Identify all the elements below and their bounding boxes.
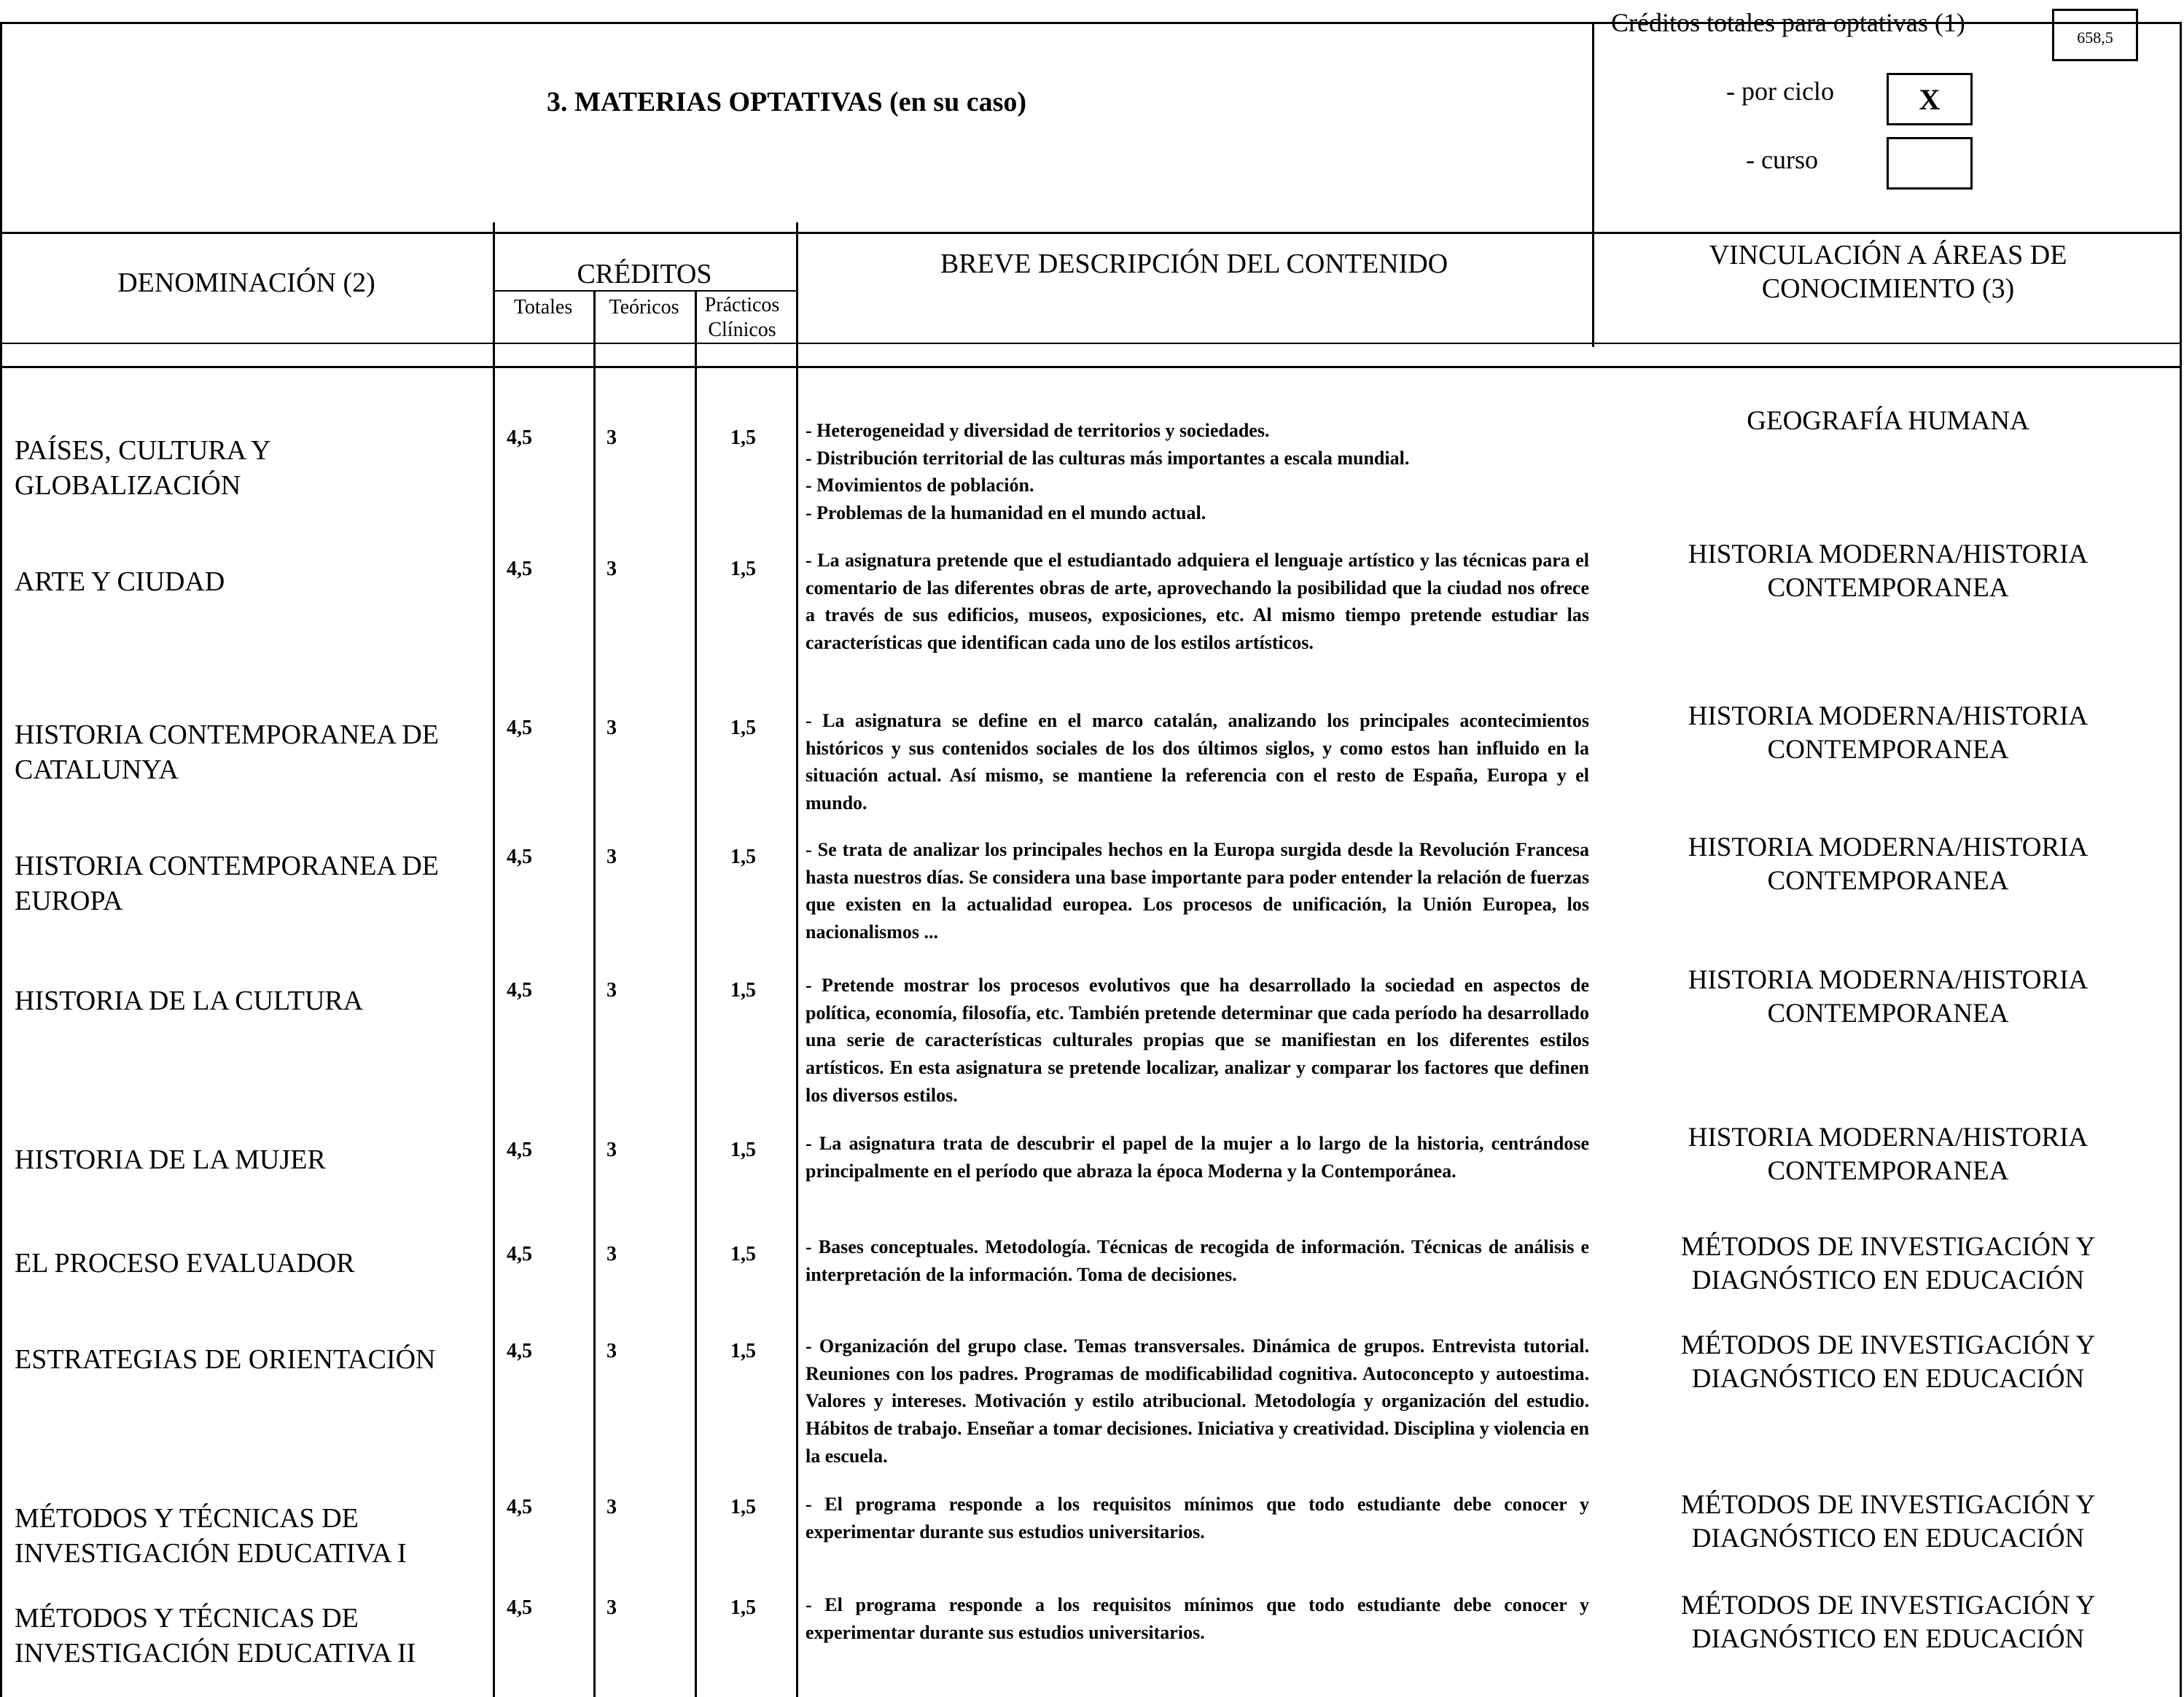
knowledge-area: MÉTODOS DE INVESTIGACIÓN Y DIAGNÓSTICO EN EDUCACIÓN	[1680, 1232, 2096, 1296]
column-header-bottom-border	[0, 366, 2182, 368]
knowledge-area: GEOGRAFÍA HUMANA	[1747, 406, 2029, 436]
col-divider-desc-right	[1592, 232, 1594, 347]
knowledge-area: HISTORIA MODERNA/HISTORIA CONTEMPORANEA	[1688, 832, 2089, 897]
credits-teoricos: 3	[607, 1139, 617, 1161]
credits-practicos: 1,5	[730, 846, 756, 868]
credits-teoricos: 3	[607, 1340, 617, 1362]
credits-totales: 4,5	[507, 1243, 532, 1265]
page-title: 3. MATERIAS OPTATIVAS (en su caso)	[547, 87, 1027, 117]
subject-name: ESTRATEGIAS DE ORIENTACIÓN	[15, 1344, 436, 1375]
credits-totales: 4,5	[507, 1596, 532, 1619]
subject-description: - Bases conceptuales. Metodología. Técnicas de recogida de información. Técnicas de análisis e interpretación de la información. Toma de decisiones.	[806, 1236, 1589, 1285]
credits-totales: 4,5	[507, 846, 532, 868]
col-divider-teoricos	[695, 292, 697, 1697]
credits-totales: 4,5	[507, 426, 532, 449]
credits-practicos: 1,5	[730, 1139, 756, 1161]
subject-description: - Se trata de analizar los principales hechos en la Europa surgida desde la Revolución Francesa hasta nuestros días. Se considera una base importante para poder entender la relación de fuerzas que existen en la actualidad europea. Los procesos de unificación, la Unión Europea, los nacionalismos ...	[806, 839, 1589, 943]
credits-value: 658,5	[2077, 28, 2113, 47]
knowledge-area: HISTORIA MODERNA/HISTORIA CONTEMPORANEA	[1688, 539, 2089, 604]
credits-practicos: 1,5	[730, 979, 756, 1002]
header-vinculacion: VINCULACIÓN A ÁREAS DE CONOCIMIENTO (3)	[1709, 240, 2067, 304]
subject-name: HISTORIA CONTEMPORANEA DE CATALUNYA	[15, 719, 440, 785]
subject-name: HISTORIA CONTEMPORANEA DE EUROPA	[15, 851, 440, 916]
credits-teoricos: 3	[607, 558, 617, 580]
credits-teoricos: 3	[607, 846, 617, 868]
curso-label: - curso	[1746, 145, 1818, 174]
header-denominacion: DENOMINACIÓN (2)	[117, 268, 375, 298]
header-bottom-border	[0, 232, 2182, 234]
credits-totales: 4,5	[507, 979, 532, 1002]
credits-practicos: 1,5	[730, 1496, 756, 1518]
credits-teoricos: 3	[607, 1596, 617, 1619]
subject-description: - Heterogeneidad y diversidad de territorios y sociedades. - Distribución territorial de las culturas más importantes a escala mundial. - Movimientos de población. - Problemas de la humanidad en el mundo actual.	[806, 420, 1410, 524]
col-divider-name	[493, 222, 495, 1697]
credits-teoricos: 3	[607, 1243, 617, 1265]
subject-name: EL PROCESO EVALUADOR	[15, 1248, 355, 1279]
knowledge-area: MÉTODOS DE INVESTIGACIÓN Y DIAGNÓSTICO EN EDUCACIÓN	[1680, 1490, 2096, 1554]
subject-description: - La asignatura pretende que el estudiantado adquiera el lenguaje artístico y las técnicas para el comentario de las diferentes obras de arte, aprovechando la posibilidad que la ciudad nos ofrece a través de sus edificios, museos, exposiciones, etc. Al mismo tiempo pretende estudiar las características que identifican cada uno de los estilos artísticos.	[806, 550, 1589, 654]
header-divider	[1592, 22, 1594, 233]
knowledge-area: MÉTODOS DE INVESTIGACIÓN Y DIAGNÓSTICO EN EDUCACIÓN	[1680, 1591, 2096, 1655]
credits-practicos: 1,5	[730, 558, 756, 580]
knowledge-area: MÉTODOS DE INVESTIGACIÓN Y DIAGNÓSTICO EN EDUCACIÓN	[1680, 1330, 2096, 1394]
col-divider-totales	[593, 292, 596, 1697]
subject-description: - La asignatura trata de descubrir el papel de la mujer a lo largo de la historia, centrándose principalmente en el período que abraza la época Moderna y la Contemporánea.	[806, 1133, 1589, 1182]
header-teoricos: Teóricos	[609, 296, 679, 319]
credits-totales: 4,5	[507, 717, 532, 739]
knowledge-area: HISTORIA MODERNA/HISTORIA CONTEMPORANEA	[1688, 965, 2089, 1029]
subject-description: - La asignatura se define en el marco catalán, analizando los principales acontecimientos históricos y sus contenidos sociales de los dos últimos siglos, y como estos han influido en la situación actual. Así mismo, se mantiene la referencia con el resto de España, Europa y el mundo.	[806, 710, 1589, 814]
por-ciclo-mark: X	[1919, 83, 1941, 116]
subject-name: MÉTODOS Y TÉCNICAS DE INVESTIGACIÓN EDUCATIVA I	[15, 1503, 407, 1569]
credits-teoricos: 3	[607, 979, 617, 1002]
credits-totales: 4,5	[507, 1139, 532, 1161]
credits-teoricos: 3	[607, 426, 617, 449]
header-creditos: CRÉDITOS	[577, 259, 712, 289]
right-border	[2180, 22, 2182, 1697]
col-divider-desc-left	[796, 222, 798, 1697]
credits-practicos: 1,5	[730, 426, 756, 449]
subject-name: PAÍSES, CULTURA Y GLOBALIZACIÓN	[15, 435, 270, 501]
credits-label: Créditos totales para optativas (1)	[1611, 8, 1965, 37]
credits-value-box	[2052, 9, 2138, 61]
subject-name: HISTORIA DE LA MUJER	[15, 1144, 326, 1175]
header-practicos: Prácticos Clínicos	[704, 294, 780, 341]
credits-totales: 4,5	[507, 1496, 532, 1518]
credits-practicos: 1,5	[730, 717, 756, 739]
subject-description: - Pretende mostrar los procesos evolutivos que ha desarrollado la sociedad en aspectos de política, economía, filosofía, etc. También pretende determinar que cada período ha desarrollado una serie de características culturales propias que se manifiestan en los diferentes estilos artísticos. En esta asignatura se pretende localizar, analizar y comparar los factores que definen los diversos estilos.	[806, 975, 1589, 1106]
credits-totales: 4,5	[507, 558, 532, 580]
por-ciclo-checkbox[interactable]	[1887, 73, 1973, 125]
curso-checkbox[interactable]	[1887, 137, 1973, 190]
credits-practicos: 1,5	[730, 1596, 756, 1619]
subject-description: - El programa responde a los requisitos mínimos que todo estudiante debe conocer y experimentar durante sus estudios universitarios.	[806, 1494, 1589, 1542]
por-ciclo-label: - por ciclo	[1726, 77, 1834, 106]
subject-name: HISTORIA DE LA CULTURA	[15, 986, 364, 1016]
credits-totales: 4,5	[507, 1340, 532, 1362]
subject-name: ARTE Y CIUDAD	[15, 566, 225, 597]
credits-practicos: 1,5	[730, 1243, 756, 1265]
subject-description: - El programa responde a los requisitos mínimos que todo estudiante debe conocer y experimentar durante sus estudios universitarios.	[806, 1594, 1589, 1643]
credits-practicos: 1,5	[730, 1340, 756, 1362]
knowledge-area: HISTORIA MODERNA/HISTORIA CONTEMPORANEA	[1688, 701, 2089, 765]
subject-name: MÉTODOS Y TÉCNICAS DE INVESTIGACIÓN EDUCATIVA II	[15, 1603, 416, 1669]
header-descripcion: BREVE DESCRIPCIÓN DEL CONTENIDO	[940, 249, 1448, 279]
header-totales: Totales	[513, 296, 573, 319]
credits-teoricos: 3	[607, 1496, 617, 1518]
subject-description: - Organización del grupo clase. Temas transversales. Dinámica de grupos. Entrevista tutorial. Reuniones con los padres. Programas de modificabilidad cognitiva. Autoconcepto y autoestima. Valores y intereses. Motivación y estilo atribucional. Metodología y organización del estudio. Hábitos de trabajo. Enseñar a tomar decisiones. Iniciativa y creatividad. Disciplina y violencia en la escuela.	[806, 1335, 1589, 1467]
credits-teoricos: 3	[607, 717, 617, 739]
knowledge-area: HISTORIA MODERNA/HISTORIA CONTEMPORANEA	[1688, 1123, 2089, 1187]
column-subheader-border	[0, 343, 2182, 344]
